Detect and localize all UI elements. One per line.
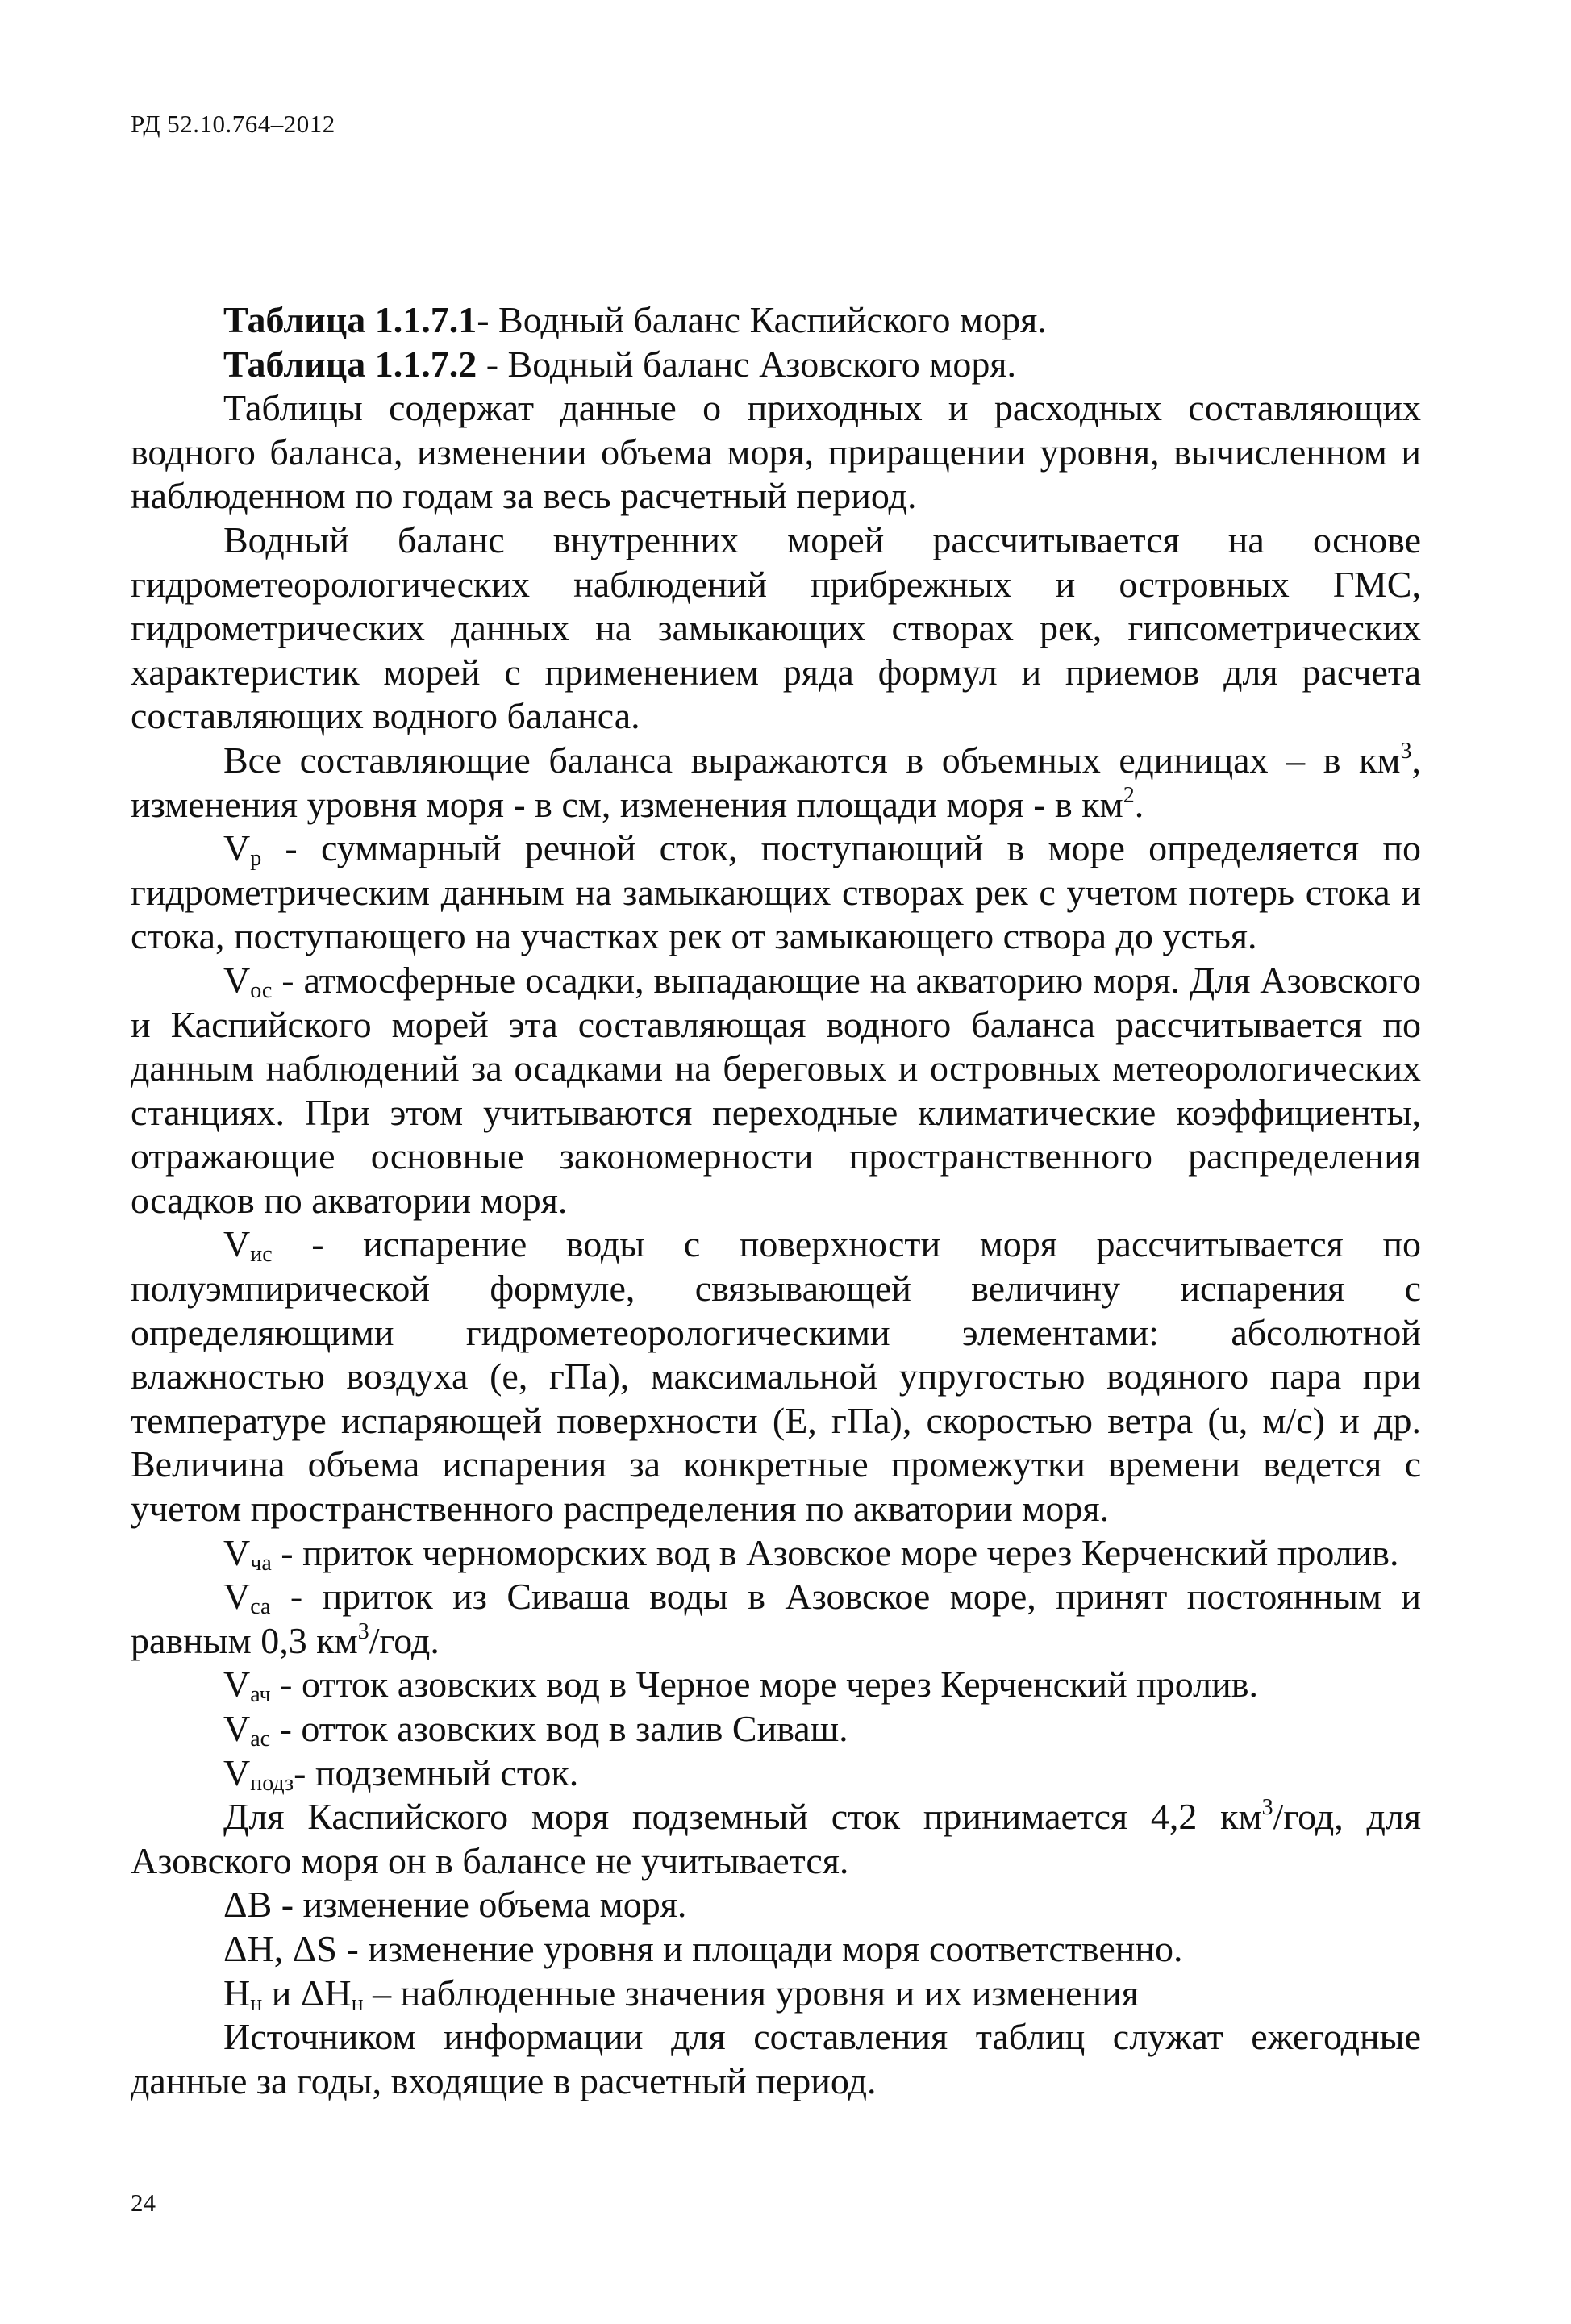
delta-h-s-definition: ΔH, ΔS - изменение уровня и площади моря соответственно.	[223, 1927, 1183, 1969]
hn-mid: и ΔH	[262, 1972, 352, 2014]
units-paragraph	[131, 739, 1421, 827]
term-vpodz-sub: подз	[250, 1770, 294, 1796]
hn-definition	[131, 1972, 1421, 2016]
table-caption-2-text: - Водный баланс Азовского моря.	[477, 343, 1017, 385]
hn-symbol: H	[223, 1972, 251, 2014]
term-vas-symbol: V	[223, 1708, 251, 1749]
term-voc-text: - атмосферные осадки, выпадающие на акваторию моря. Для Азовского и Каспийского морей эта составляющая водного баланса рассчитывается по данным наблюдений за осадками на береговых и островных метеорологических станциях. При этом учитываются переходные климатические коэффициенты, отражающие основные закономерности пространственного распределения осадков по акватории моря.	[131, 959, 1421, 1221]
term-vsa-sub: са	[250, 1594, 271, 1620]
page-number: 24	[131, 2189, 156, 2217]
term-vpodz	[131, 1751, 1421, 1796]
delta-b-definition: ΔB - изменение объема моря.	[223, 1884, 687, 1926]
hn-sub-2: н	[351, 1990, 364, 2016]
hn-sub: н	[250, 1990, 263, 2016]
term-vcha-symbol: V	[223, 1531, 251, 1573]
term-vcha	[131, 1531, 1421, 1576]
term-vcha-sub: ча	[250, 1550, 272, 1576]
table-label-2: Таблица 1.1.7.2	[223, 343, 477, 385]
table-caption-1	[131, 298, 1421, 343]
units-text-a: Все составляющие баланса выражаются в объемных единицах – в км	[223, 739, 1401, 781]
term-voc-symbol: V	[223, 959, 251, 1001]
hn-text: – наблюденные значения уровня и их изменения	[363, 1972, 1139, 2014]
term-voc-sub: ос	[250, 977, 273, 1003]
term-vp-text: - суммарный речной сток, поступающий в море определяется по гидрометрическим данным на замыкающих створах рек с учетом потерь стока и стока, поступающего на участках рек от замыкающего створа до устья.	[131, 827, 1421, 957]
term-vas-sub: ас	[250, 1726, 271, 1751]
underground-text-a: Для Каспийского моря подземный сток принимается 4,2 км	[223, 1796, 1262, 1838]
term-vsa-text-a: - приток из Сиваша воды в Азовское море, принят постоянным и равным 0,3 км	[131, 1576, 1421, 1661]
units-text-c: .	[1134, 783, 1144, 825]
table-label-1: Таблица 1.1.7.1	[223, 299, 477, 340]
units-sup-2: 2	[1123, 782, 1135, 808]
term-vp	[131, 827, 1421, 959]
term-vsa-symbol: V	[223, 1576, 251, 1618]
term-vis-text: - испарение воды с поверхности моря рассчитывается по полуэмпирической формуле, связывающей величину испарения с определяющими гидрометеорологическими элементами: абсолютной влажностью воздуха (е, гПа), максимальной упругостью водяного пара при температуре испаряющей поверхности (Е, гПа), скоростью ветра (u, м/с) и др. Величина объема испарения за конкретные промежутки времени ведется с учетом пространственного распределения по акватории моря.	[131, 1223, 1421, 1530]
term-vcha-text: - приток черноморских вод в Азовское море через Керченский пролив.	[271, 1531, 1399, 1573]
term-vsa	[131, 1575, 1421, 1663]
term-vas-text: - отток азовских вод в залив Сиваш.	[270, 1708, 848, 1749]
term-vach-sub: ач	[250, 1682, 271, 1708]
term-vis-symbol: V	[223, 1223, 251, 1265]
term-vis-sub: ис	[250, 1242, 273, 1268]
units-text-b: , изменения уровня моря - в см, изменения площади моря - в км	[131, 739, 1421, 825]
term-vsa-text-b: /год.	[369, 1619, 440, 1661]
term-vsa-sup: 3	[357, 1618, 369, 1644]
intro-paragraph-1: Таблицы содержат данные о приходных и расходных составляющих водного баланса, изменении объема моря, приращении уровня, вычисленном и наблюденном по годам за весь расчетный период.	[131, 387, 1421, 517]
term-vpodz-symbol: V	[223, 1751, 251, 1793]
intro-paragraph-2: Водный баланс внутренних морей рассчитывается на основе гидрометеорологических наблюдений прибрежных и островных ГМС, гидрометрических данных на замыкающих створах рек, гипсометрических характеристик морей с применением ряда формул и приемов для расчета составляющих водного баланса.	[131, 519, 1421, 737]
units-sup-1: 3	[1400, 738, 1412, 764]
term-vach	[131, 1663, 1421, 1707]
underground-sup: 3	[1261, 1795, 1273, 1821]
term-vp-symbol: V	[223, 827, 251, 869]
document-code-header: РД 52.10.764–2012	[131, 110, 335, 138]
table-caption-1-text: - Водный баланс Каспийского моря.	[477, 299, 1047, 340]
term-vpodz-text: - подземный сток.	[294, 1751, 579, 1793]
term-vach-text: - отток азовских вод в Черное море через Керченский пролив.	[270, 1664, 1258, 1706]
term-vp-sub: р	[250, 846, 262, 872]
source-paragraph: Источником информации для составления таблиц служат ежегодные данные за годы, входящие в расчетный период.	[131, 2016, 1421, 2101]
term-vas	[131, 1707, 1421, 1751]
table-caption-2	[131, 343, 1421, 387]
underground-paragraph	[131, 1795, 1421, 1883]
term-voc	[131, 959, 1421, 1223]
term-vis	[131, 1222, 1421, 1531]
term-vach-symbol: V	[223, 1664, 251, 1706]
underground-text-b: /год, для Азовского моря он в балансе не учитывается.	[131, 1796, 1421, 1881]
document-body	[131, 298, 1421, 2103]
